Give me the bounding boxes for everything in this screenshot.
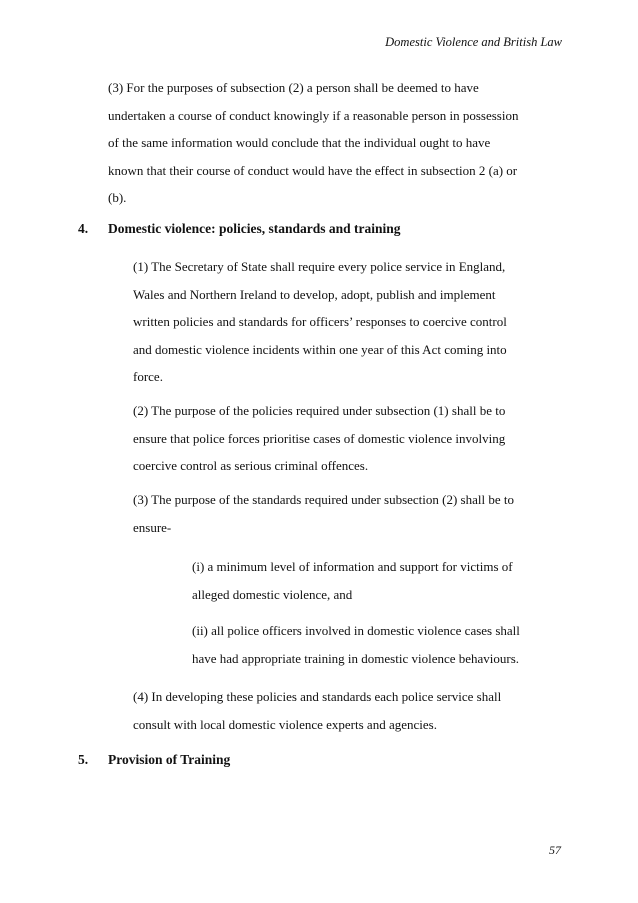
text-line: written policies and standards for officers’ responses to coercive control: [133, 314, 507, 329]
text-line: have had appropriate training in domestic violence behaviours.: [192, 650, 520, 666]
text-line: consult with local domestic violence experts and agencies.: [133, 716, 437, 732]
section-number: 5.: [78, 752, 89, 767]
page-number: 57: [549, 843, 561, 857]
text-line: (3) For the purposes of subsection (2) a person shall be deemed to have: [108, 80, 479, 95]
text-line: known that their course of conduct would have the effect in subsection 2 (a) or: [108, 162, 518, 178]
text-line: force.: [133, 369, 163, 384]
text-line: (b).: [108, 190, 127, 205]
section-number: 4.: [78, 221, 89, 236]
running-header: Domestic Violence and British Law: [385, 35, 562, 49]
text-line: coercive control as serious criminal offences.: [133, 458, 369, 473]
text-line: (4) In developing these policies and standards each police service shall: [133, 689, 502, 704]
text-line: (i) a minimum level of information and support for victims of: [192, 559, 513, 574]
text-line: ensure that police forces prioritise cases of domestic violence involving: [133, 430, 506, 446]
text-line: alleged domestic violence, and: [192, 586, 353, 602]
section-title: Domestic violence: policies, standards and training: [108, 221, 401, 236]
section-5-heading: [78, 752, 230, 768]
section-4-paragraph-4: [133, 683, 501, 738]
text-line: Wales and Northern Ireland to develop, adopt, publish and implement: [133, 286, 496, 302]
section-4-heading: [78, 221, 401, 237]
section-4-paragraph-3: [133, 486, 514, 541]
text-line: of the same information would conclude that the individual ought to have: [108, 135, 491, 150]
text-line: (3) The purpose of the standards required under subsection (2) shall be to: [133, 492, 514, 507]
section-4-paragraph-2: [133, 397, 505, 480]
text-line: ensure-: [133, 519, 172, 535]
section-4-paragraph-1: [133, 253, 507, 391]
subsection-3-paragraph: [108, 74, 518, 212]
section-title: Provision of Training: [108, 752, 231, 767]
text-line: (ii) all police officers involved in domestic violence cases shall: [192, 623, 520, 638]
section-4-item-i: [192, 553, 513, 608]
text-line: (2) The purpose of the policies required under subsection (1) shall be to: [133, 403, 506, 418]
text-line: (1) The Secretary of State shall require every police service in England,: [133, 259, 506, 274]
section-4-item-ii: [192, 617, 520, 672]
text-line: undertaken a course of conduct knowingly if a reasonable person in possession: [108, 107, 519, 123]
text-line: and domestic violence incidents within one year of this Act coming into: [133, 341, 507, 357]
